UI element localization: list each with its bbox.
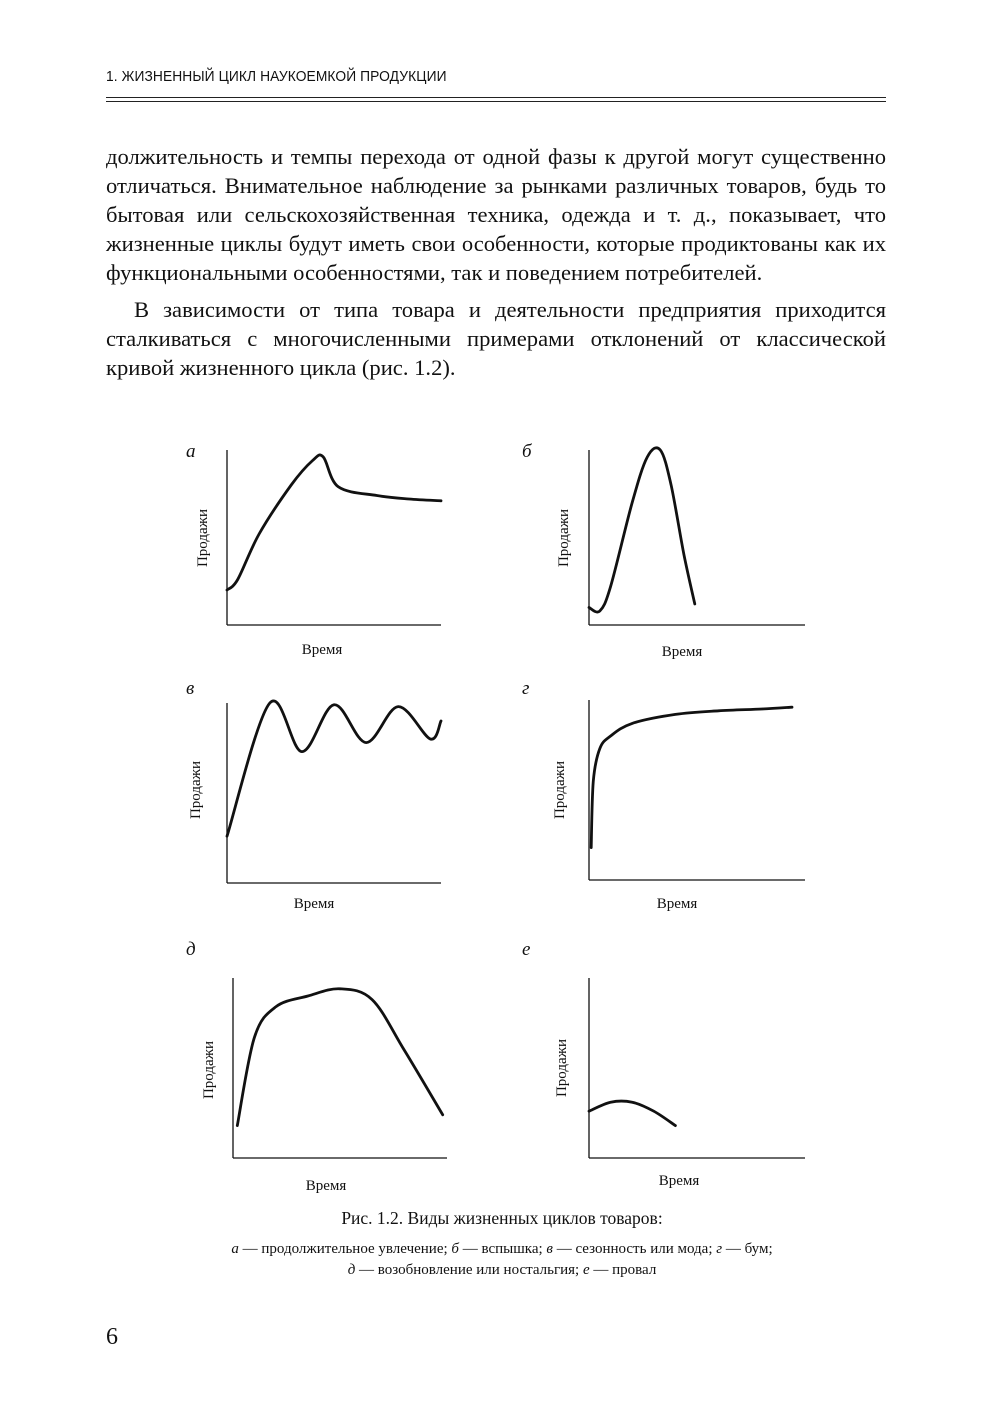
x-axis-label-a: Время — [301, 642, 343, 658]
y-axis-label-b: Продажи — [556, 508, 572, 568]
y-axis-label-e: Продажи — [554, 1038, 570, 1098]
sales-curve-e — [589, 1101, 675, 1126]
legend-text-e: — провал — [589, 1262, 657, 1278]
paragraph-2: В зависимости от типа товара и деятельности предприятия приходится сталкиваться с многочисленными примерами отклонений от классической кривой жизненного цикла (рис. 1.2). — [106, 297, 886, 380]
panel-letter-g: г — [522, 678, 530, 699]
x-axis-label-g: Время — [656, 896, 698, 912]
legend-text-a: — продолжительное увлечение; — [238, 1241, 452, 1257]
sales-curve-d — [237, 989, 442, 1126]
sales-curve-v — [227, 701, 441, 836]
panel-letter-d: д — [186, 939, 196, 960]
y-axis-label-a: Продажи — [195, 508, 211, 568]
legend-letter-a: а — [231, 1241, 239, 1257]
running-head: 1. ЖИЗНЕННЫЙ ЦИКЛ НАУКОЕМКОЙ ПРОДУКЦИИ — [106, 68, 447, 85]
legend-letter-v: в — [546, 1241, 553, 1257]
panel-letter-e: е — [522, 939, 531, 960]
paragraph-1: должительность и темпы перехода от одной фазы к другой могут существенно отличаться. Внимательное наблюдение за рынками различных товаров, будь то бытовая или сельскохозяйственная техника, одежда и т. д., показывает, что жизненные циклы будут иметь свои особенности, которые продиктованы как их функциональными особенностями, так и поведением потребителей. — [106, 144, 886, 285]
legend-text-g: — бум; — [722, 1241, 773, 1257]
page-number: 6 — [106, 1324, 118, 1350]
panel-letter-a: а — [186, 441, 196, 462]
sales-curve-g — [591, 707, 792, 847]
legend-letter-e: е — [582, 1262, 590, 1278]
legend-line-1 — [231, 1241, 772, 1257]
legend-text-b: — вспышка; — [458, 1241, 547, 1257]
x-axis-label-v: Время — [293, 896, 335, 912]
y-axis-label-g: Продажи — [552, 760, 568, 820]
sales-curve-a — [227, 455, 441, 590]
y-axis-label-d: Продажи — [201, 1040, 217, 1100]
legend-text-d: — возобновление или ностальгия; — [355, 1262, 583, 1278]
figure-caption-legend — [0, 1239, 1004, 1281]
figure-caption-title: Рис. 1.2. Виды жизненных циклов товаров: — [341, 1208, 663, 1228]
legend-text-v: — сезонность или мода; — [552, 1241, 717, 1257]
x-axis-label-e: Время — [658, 1173, 700, 1189]
legend-letter-d: д — [347, 1262, 356, 1278]
panel-letter-b: б — [522, 441, 532, 462]
panel-letter-v: в — [186, 678, 195, 699]
legend-line-2 — [348, 1262, 657, 1278]
legend-letter-b: б — [451, 1241, 459, 1257]
legend-letter-g: г — [716, 1241, 723, 1257]
y-axis-label-v: Продажи — [188, 760, 204, 820]
x-axis-label-d: Время — [305, 1178, 347, 1194]
sales-curve-b — [589, 448, 695, 612]
x-axis-label-b: Время — [661, 644, 703, 660]
